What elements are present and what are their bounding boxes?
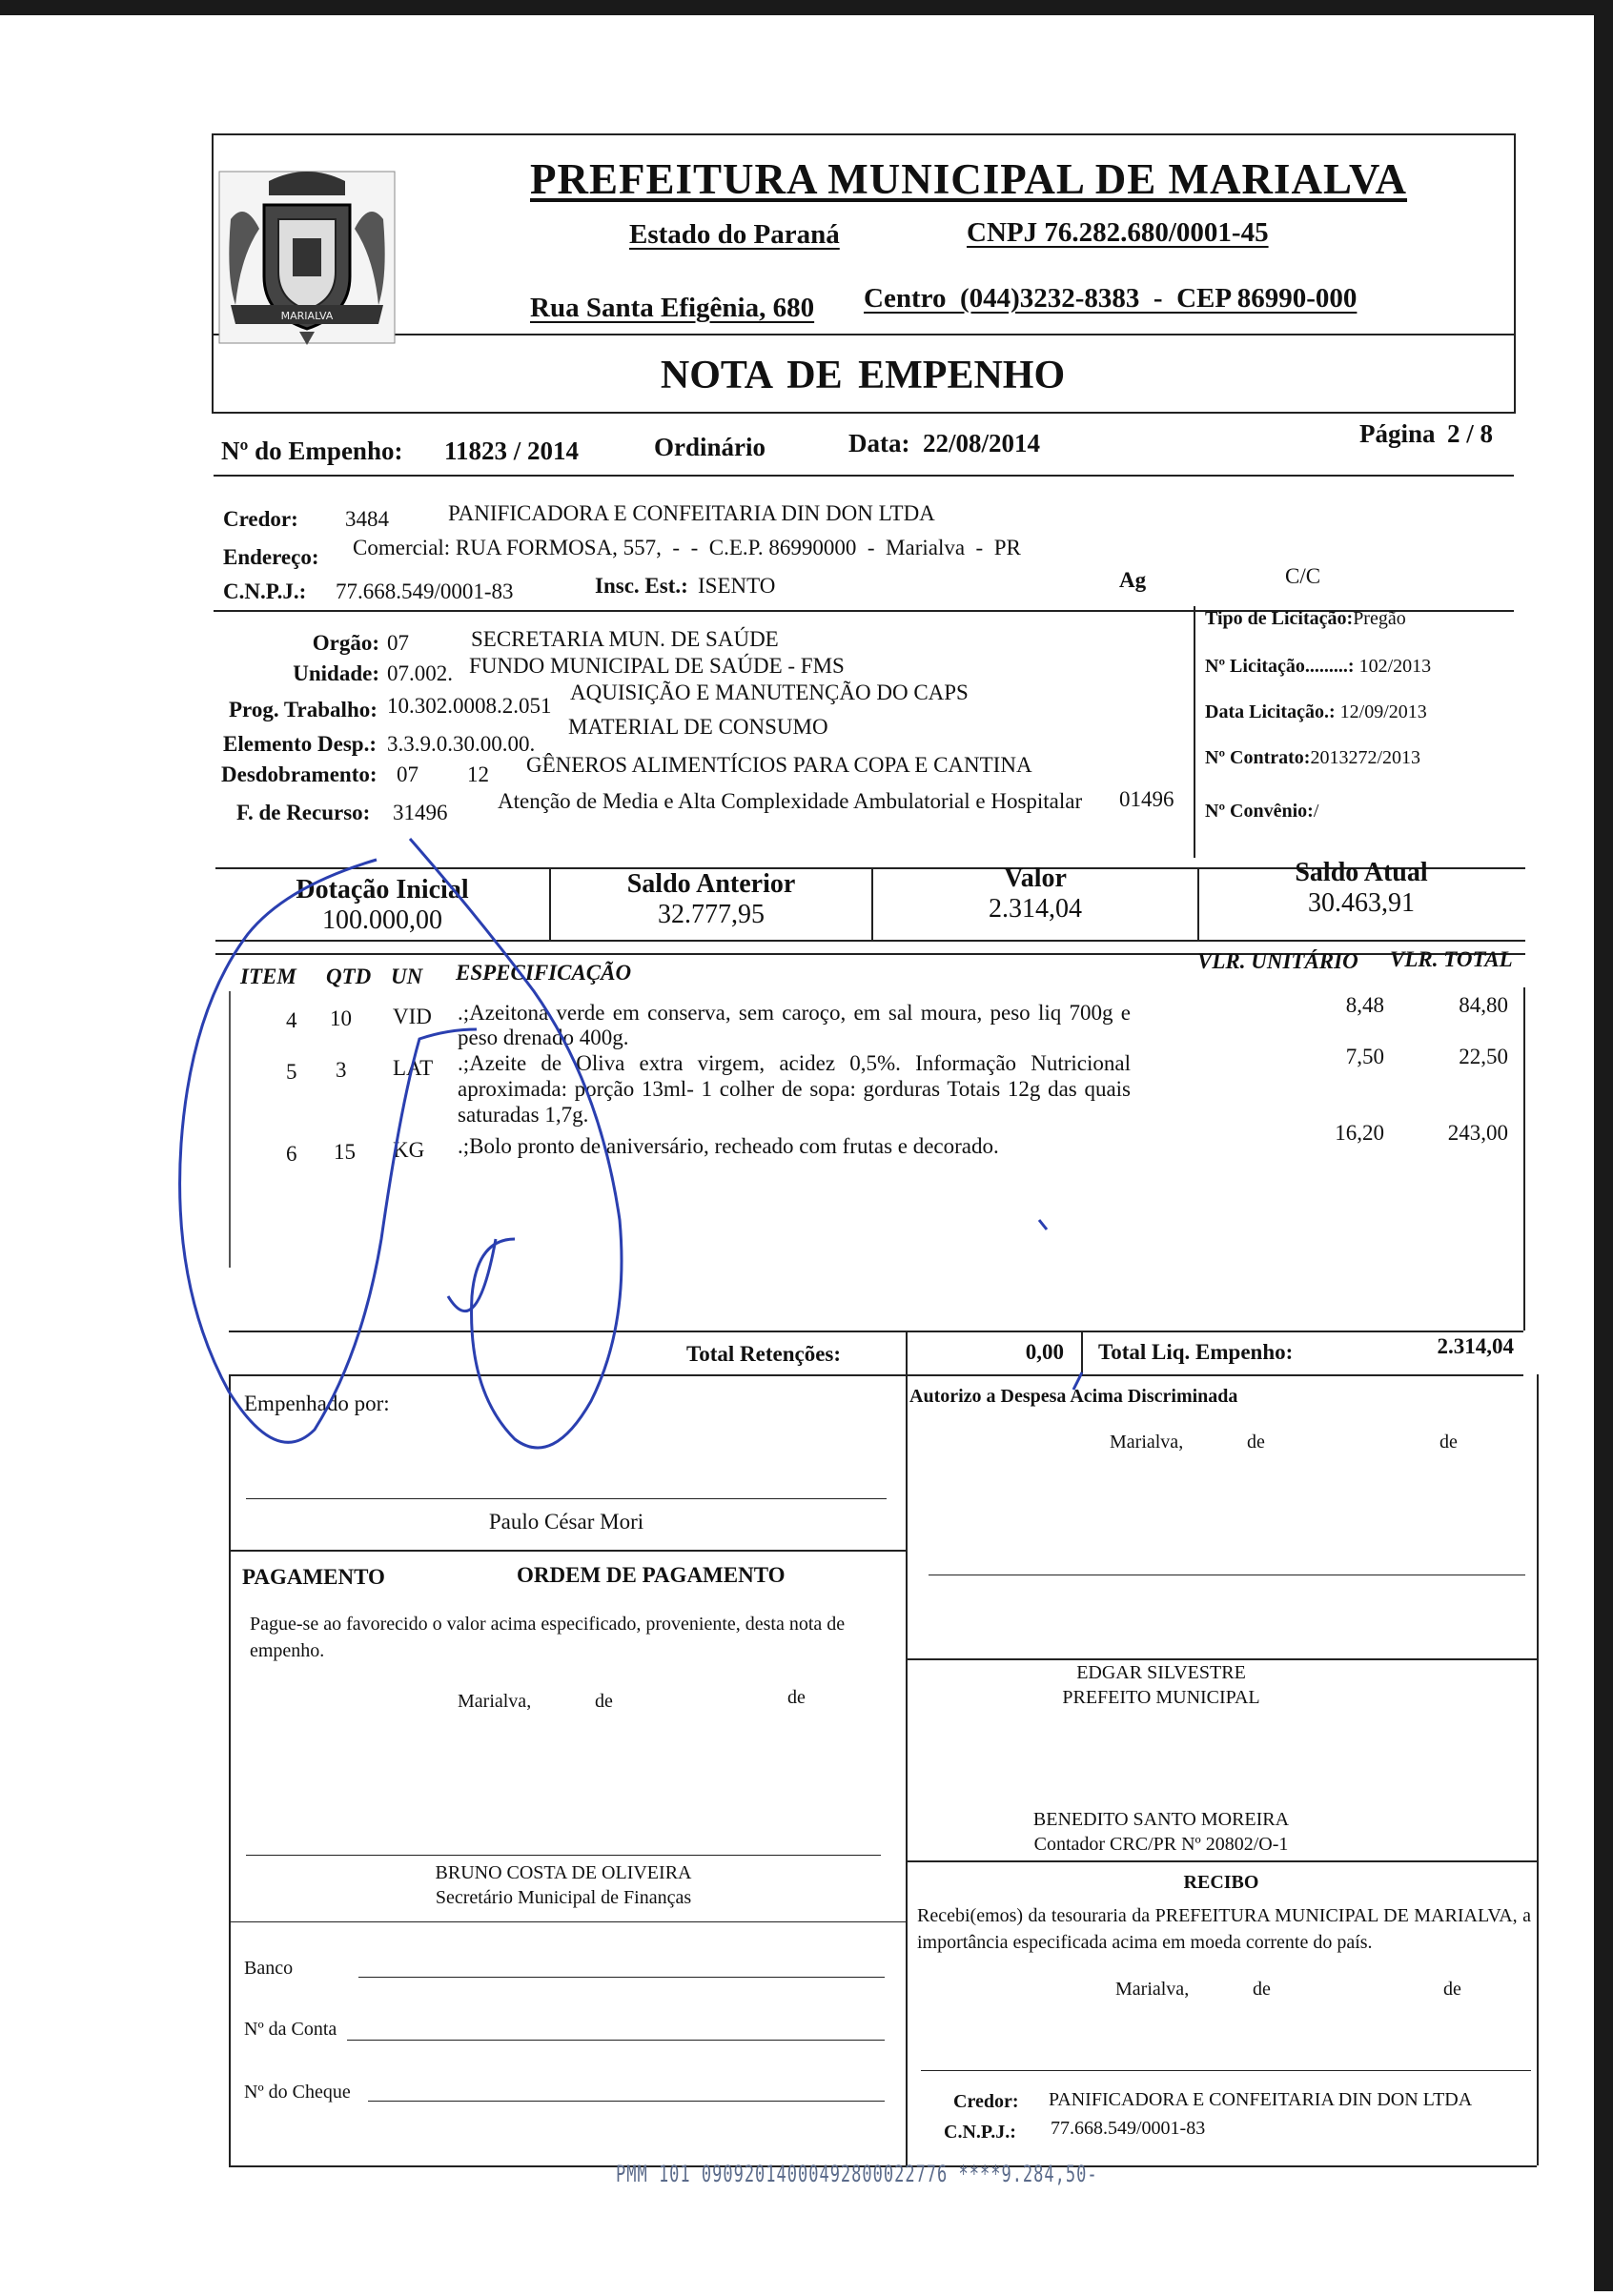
fonte-recurso-code-2: 01496 (1119, 787, 1174, 811)
row-total: 22,50 (1459, 1045, 1508, 1068)
items-right-border (1523, 987, 1525, 1331)
valor-value: 2.314,04 (989, 894, 1082, 924)
municipality-address: Rua Santa Efigênia, 680 (530, 293, 815, 323)
document-title: NOTA DE EMPENHO (660, 354, 1066, 397)
contador-title: Contador CRC/PR Nº 20802/O-1 (1033, 1834, 1289, 1855)
lower-center-divider (906, 1374, 908, 2165)
recibo-cnpj: 77.668.549/0001-83 (1051, 2118, 1206, 2139)
licitacao-convenio-value: / (1313, 801, 1319, 822)
orgao-name: SECRETARIA MUN. DE SAÚDE (471, 627, 779, 651)
pagamento-top-rule (229, 1550, 906, 1552)
ordem-pagamento-label: ORDEM DE PAGAMENTO (517, 1563, 786, 1587)
row-total: 243,00 (1447, 1121, 1508, 1145)
fonte-recurso-name: Atenção de Media e Alta Complexidade Ambulatorial e Hospitalar (498, 789, 1083, 813)
row-item: 5 (286, 1060, 297, 1084)
bank-ag-label: Ag (1119, 568, 1147, 592)
row-qtd: 3 (336, 1058, 347, 1082)
empenho-number-label: Nº do Empenho: (221, 437, 403, 465)
row-unit: 8,48 (1345, 993, 1384, 1017)
licitacao-numero (1205, 656, 1431, 678)
credor-label: Credor: (223, 507, 298, 531)
credor-cnpj: 77.668.549/0001-83 (336, 579, 514, 603)
recibo-label: RECIBO (1183, 1872, 1259, 1893)
autorizo-de-1: de (1247, 1432, 1265, 1453)
row-spec: .;Bolo pronto de aniversário, recheado com frutas e decorado. (458, 1134, 999, 1158)
empenho-date-label: Data: (848, 429, 910, 457)
recibo-cnpj-label: C.N.P.J.: (944, 2122, 1016, 2143)
empenho-number: 11823 / 2014 (444, 437, 580, 465)
unidade-code: 07.002. (387, 661, 453, 685)
credor-insc-label: Insc. Est.: (595, 574, 688, 598)
empenhado-signature-line (246, 1498, 887, 1499)
empenhado-name: Paulo César Mori (488, 1510, 644, 1534)
table-row (229, 993, 1523, 1049)
dotacao-label: Dotação Inicial (296, 875, 469, 904)
licitacao-numero-value: 102/2013 (1358, 656, 1432, 677)
conta-label: Nº da Conta (244, 2019, 337, 2040)
cheque-input-line[interactable] (368, 2101, 885, 2102)
retencoes-value: 0,00 (1025, 1340, 1064, 1364)
valor-label: Valor (1004, 864, 1067, 893)
saldo-anterior-label: Saldo Anterior (626, 869, 796, 899)
autorizo-de-2: de (1439, 1432, 1458, 1453)
credor-insc: ISENTO (698, 574, 776, 598)
retencoes-label: Total Retenções: (686, 1342, 842, 1366)
orgao-label: Orgão: (312, 631, 379, 655)
row-item: 6 (286, 1142, 297, 1166)
prog-label: Prog. Trabalho: (229, 698, 378, 721)
banco-input-line[interactable] (358, 1977, 885, 1978)
total-liq-value: 2.314,04 (1437, 1334, 1514, 1358)
col-header-qtd: QTD (326, 965, 372, 988)
prog-name: AQUISIÇÃO E MANUTENÇÃO DO CAPS (570, 681, 969, 704)
unidade-label: Unidade: (293, 661, 379, 685)
row-un: KG (393, 1138, 425, 1162)
licitacao-tipo (1205, 608, 1406, 630)
saldo-atual-value: 30.463,91 (1308, 888, 1415, 918)
lower-right-border (1537, 1374, 1539, 2165)
row-un: VID (393, 1005, 432, 1028)
machine-stamp: PMM 101 09092014000492800022776 ****9.284,50- (616, 2162, 1098, 2188)
licitacao-convenio (1205, 801, 1318, 823)
row-unit: 7,50 (1345, 1045, 1384, 1068)
secretario-title: Secretário Municipal de Finanças (435, 1887, 692, 1908)
banco-top-rule (229, 1921, 906, 1922)
page-label: Página (1359, 419, 1436, 448)
licitacao-tipo-label: Tipo de Licitação: (1205, 608, 1354, 629)
saldo-anterior-value: 32.777,95 (658, 900, 765, 929)
elemento-code: 3.3.9.0.30.00.00. (387, 732, 536, 756)
fonte-recurso-label: F. de Recurso: (236, 801, 371, 824)
licitacao-convenio-label: Nº Convênio: (1205, 801, 1314, 822)
municipality-cnpj: CNPJ 76.282.680/0001-45 (967, 217, 1269, 248)
empenho-type: Ordinário (654, 433, 766, 461)
pagamento-label: PAGAMENTO (242, 1565, 385, 1589)
empenho-date: 22/08/2014 (923, 429, 1041, 457)
row-item: 4 (286, 1008, 297, 1032)
col-header-item: ITEM (240, 965, 296, 988)
totals-bottom-rule (229, 1374, 1523, 1376)
bank-cc-label: C/C (1285, 564, 1321, 588)
desdobramento-code-1: 07 (397, 762, 419, 786)
scan-top-edge (0, 0, 1613, 15)
credor-address-label: Endereço: (223, 545, 319, 569)
row-qtd: 10 (330, 1006, 352, 1030)
prefeito-name: EDGAR SILVESTRE (1076, 1662, 1246, 1683)
table-row (229, 1045, 1523, 1127)
ordem-de-2: de (787, 1687, 806, 1708)
elemento-name: MATERIAL DE CONSUMO (568, 715, 828, 739)
col-header-unit: VLR. UNITÁRIO (1197, 949, 1358, 973)
recibo-credor-name: PANIFICADORA E CONFEITARIA DIN DON LTDA (1049, 2089, 1473, 2110)
row-total: 84,80 (1459, 993, 1508, 1017)
prefeito-title: PREFEITO MUNICIPAL (1062, 1687, 1260, 1708)
totals-top-rule (229, 1331, 1523, 1332)
ordem-pagamento-text: Pague-se ao favorecido o valor acima especificado, proveniente, desta nota de empenho. (250, 1614, 846, 1661)
recibo-text: Recebi(emos) da tesouraria da PREFEITURA MUNICIPAL DE MARIALVA, a importância especificada acima em moeda corrente do país. (917, 1905, 1531, 1953)
banco-label: Banco (244, 1958, 294, 1979)
prefeito-box-rule (906, 1658, 1537, 1660)
municipality-title: PREFEITURA MUNICIPAL DE MARIALVA (530, 155, 1408, 203)
saldo-atual-label: Saldo Atual (1295, 858, 1428, 887)
ordem-city: Marialva, (458, 1691, 532, 1712)
row-spec: .;Azeite de Oliva extra virgem, acidez 0,5%. Informação Nutricional aproximada: porção 13ml- 1 colher de sopa: gorduras Totais 12g das quais saturadas 1,7g. (458, 1051, 1131, 1127)
secretario-signature-line (246, 1855, 881, 1856)
credor-cnpj-label: C.N.P.J.: (223, 579, 307, 603)
scan-right-edge (1594, 0, 1613, 2291)
coat-of-arms-icon (212, 162, 402, 353)
licitacao-data-label: Data Licitação.: (1205, 701, 1336, 722)
licitacao-contrato-value: 2013272/2013 (1310, 747, 1421, 768)
contador-name: BENEDITO SANTO MOREIRA (1032, 1809, 1290, 1830)
licitacao-divider (1194, 606, 1195, 858)
page-number: 2 / 8 (1447, 419, 1494, 448)
row-unit: 16,20 (1335, 1121, 1384, 1145)
municipality-contact: Centro (044)3232-8383 - CEP 86990-000 (864, 283, 1358, 314)
desdobramento-label: Desdobramento: (221, 762, 378, 786)
svg-text:MARIALVA: MARIALVA (280, 310, 334, 322)
dotacao-value: 100.000,00 (322, 905, 442, 935)
credor-name: PANIFICADORA E CONFEITARIA DIN DON LTDA (448, 501, 935, 525)
licitacao-contrato (1205, 747, 1420, 769)
desdobramento-name: GÊNEROS ALIMENTÍCIOS PARA COPA E CANTINA (526, 753, 1032, 777)
credor-code: 3484 (345, 507, 389, 531)
recibo-signature-line (921, 2070, 1531, 2071)
autorizo-label: Autorizo a Despesa Acima Discriminada (909, 1386, 1238, 1407)
empenhado-por-label: Empenhado por: (244, 1392, 390, 1415)
header-divider (212, 334, 1514, 335)
licitacao-numero-label: Nº Licitação.........: (1205, 656, 1355, 677)
recibo-de-2: de (1443, 1979, 1461, 2000)
conta-input-line[interactable] (347, 2040, 885, 2041)
state-name: Estado do Paraná (629, 219, 840, 250)
elemento-label: Elemento Desp.: (223, 732, 377, 756)
row-spec: .;Azeitona verde em conserva, sem caroço, em sal moura, peso liq 700g e peso drenado 400g. (458, 1001, 1131, 1049)
orgao-code: 07 (387, 631, 409, 655)
autorizo-city: Marialva, (1110, 1432, 1184, 1453)
totals-div-2 (1081, 1331, 1083, 1374)
unidade-name: FUNDO MUNICIPAL DE SAÚDE - FMS (469, 654, 845, 678)
col-header-un: UN (391, 965, 423, 988)
recibo-credor-label: Credor: (953, 2091, 1019, 2112)
recibo-de-1: de (1253, 1979, 1271, 2000)
licitacao-tipo-value: Pregão (1353, 608, 1406, 629)
lower-left-border (229, 1374, 231, 2165)
desdobramento-code-2: 12 (467, 762, 489, 786)
recibo-city: Marialva, (1115, 1979, 1190, 2000)
row-un: LAT (393, 1056, 434, 1080)
recibo-top-rule (906, 1860, 1537, 1862)
saldos-bottom-rule (215, 940, 1525, 942)
totals-div-1 (906, 1331, 908, 1374)
licitacao-contrato-label: Nº Contrato: (1205, 747, 1311, 768)
prog-code: 10.302.0008.2.051 (387, 694, 552, 718)
col-header-spec: ESPECIFICAÇÃO (456, 961, 632, 985)
fonte-recurso-code: 31496 (393, 801, 448, 824)
total-liq-label: Total Liq. Empenho: (1098, 1340, 1294, 1364)
col-header-total: VLR. TOTAL (1390, 947, 1513, 971)
licitacao-data-value: 12/09/2013 (1339, 701, 1427, 722)
secretario-name: BRUNO COSTA DE OLIVEIRA (435, 1862, 692, 1883)
table-row (229, 1121, 1523, 1172)
credor-address: Comercial: RUA FORMOSA, 557, - - C.E.P. 86990000 - Marialva - PR (353, 536, 1021, 559)
cheque-label: Nº do Cheque (244, 2082, 351, 2103)
licitacao-data (1205, 701, 1427, 723)
row-qtd: 15 (334, 1140, 356, 1164)
empenho-rule (214, 475, 1514, 477)
ordem-de-1: de (595, 1691, 613, 1712)
